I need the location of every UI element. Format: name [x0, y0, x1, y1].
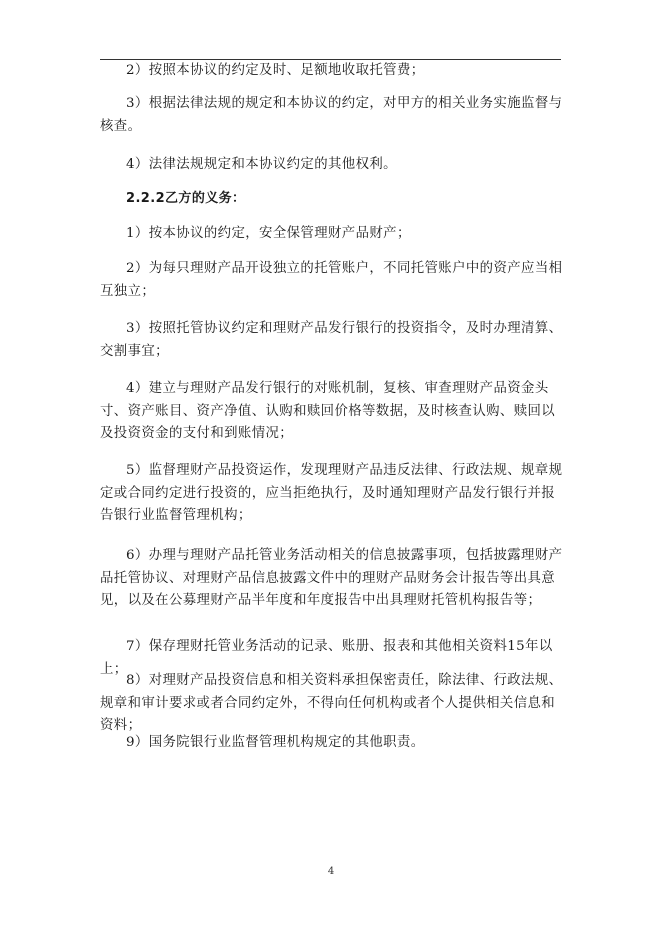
paragraph-right-2: 2）按照本协议的约定及时、足额地收取托管费； [126, 63, 425, 78]
paragraph-obligation-5: 5）监督理财产品投资运作，发现理财产品违反法律、行政法规、规章规定或合同约定进行投资的，应当拒绝执行，及时通知理财产品发行银行并报告银行业监督管理机构； [100, 463, 563, 523]
paragraph-obligation-4: 4）建立与理财产品发行银行的对账机制，复核、审查理财产品资金头寸、资产账目、资产净值、认购和赎回价格等数据，及时核查认购、赎回以及投资资金的支付和到账情况； [100, 381, 556, 441]
paragraph-obligation-7: 7）保存理财托管业务活动的记录、账册、报表和其他相关资料15年以上； [100, 639, 553, 677]
paragraph-right-3: 3）根据法律法规的规定和本协议的约定，对甲方的相关业务实施监督与核查。 [100, 96, 563, 134]
page-number: 4 [327, 866, 335, 877]
paragraph-obligation-2: 2）为每只理财产品开设独立的托管账户，不同托管账户中的资产应当相互独立； [100, 261, 563, 299]
section-heading-obligations: 2.2.2乙方的义务： [126, 191, 246, 206]
paragraph-obligation-9: 9）国务院银行业监督管理机构规定的其他职责。 [126, 735, 425, 750]
paragraph-obligation-3: 3）按照托管协议约定和理财产品发行银行的投资指令，及时办理清算、交割事宜； [100, 321, 563, 359]
paragraph-obligation-6: 6）办理与理财产品托管业务活动相关的信息披露事项，包括披露理财产品托管协议、对理财产品信息披露文件中的理财产品财务会计报告等出具意见，以及在公募理财产品半年度和年度报告中出具理财托管机构报告等； [100, 548, 563, 608]
paragraph-obligation-1: 1）按本协议的约定，安全保管理财产品财产； [126, 226, 411, 241]
paragraph-right-4: 4）法律法规规定和本协议约定的其他权利。 [126, 157, 397, 172]
paragraph-obligation-8: 8）对理财产品投资信息和相关资料承担保密责任，除法律、行政法规、规章和审计要求或者合同约定外，不得向任何机构或者个人提供相关信息和资料； [100, 673, 563, 733]
